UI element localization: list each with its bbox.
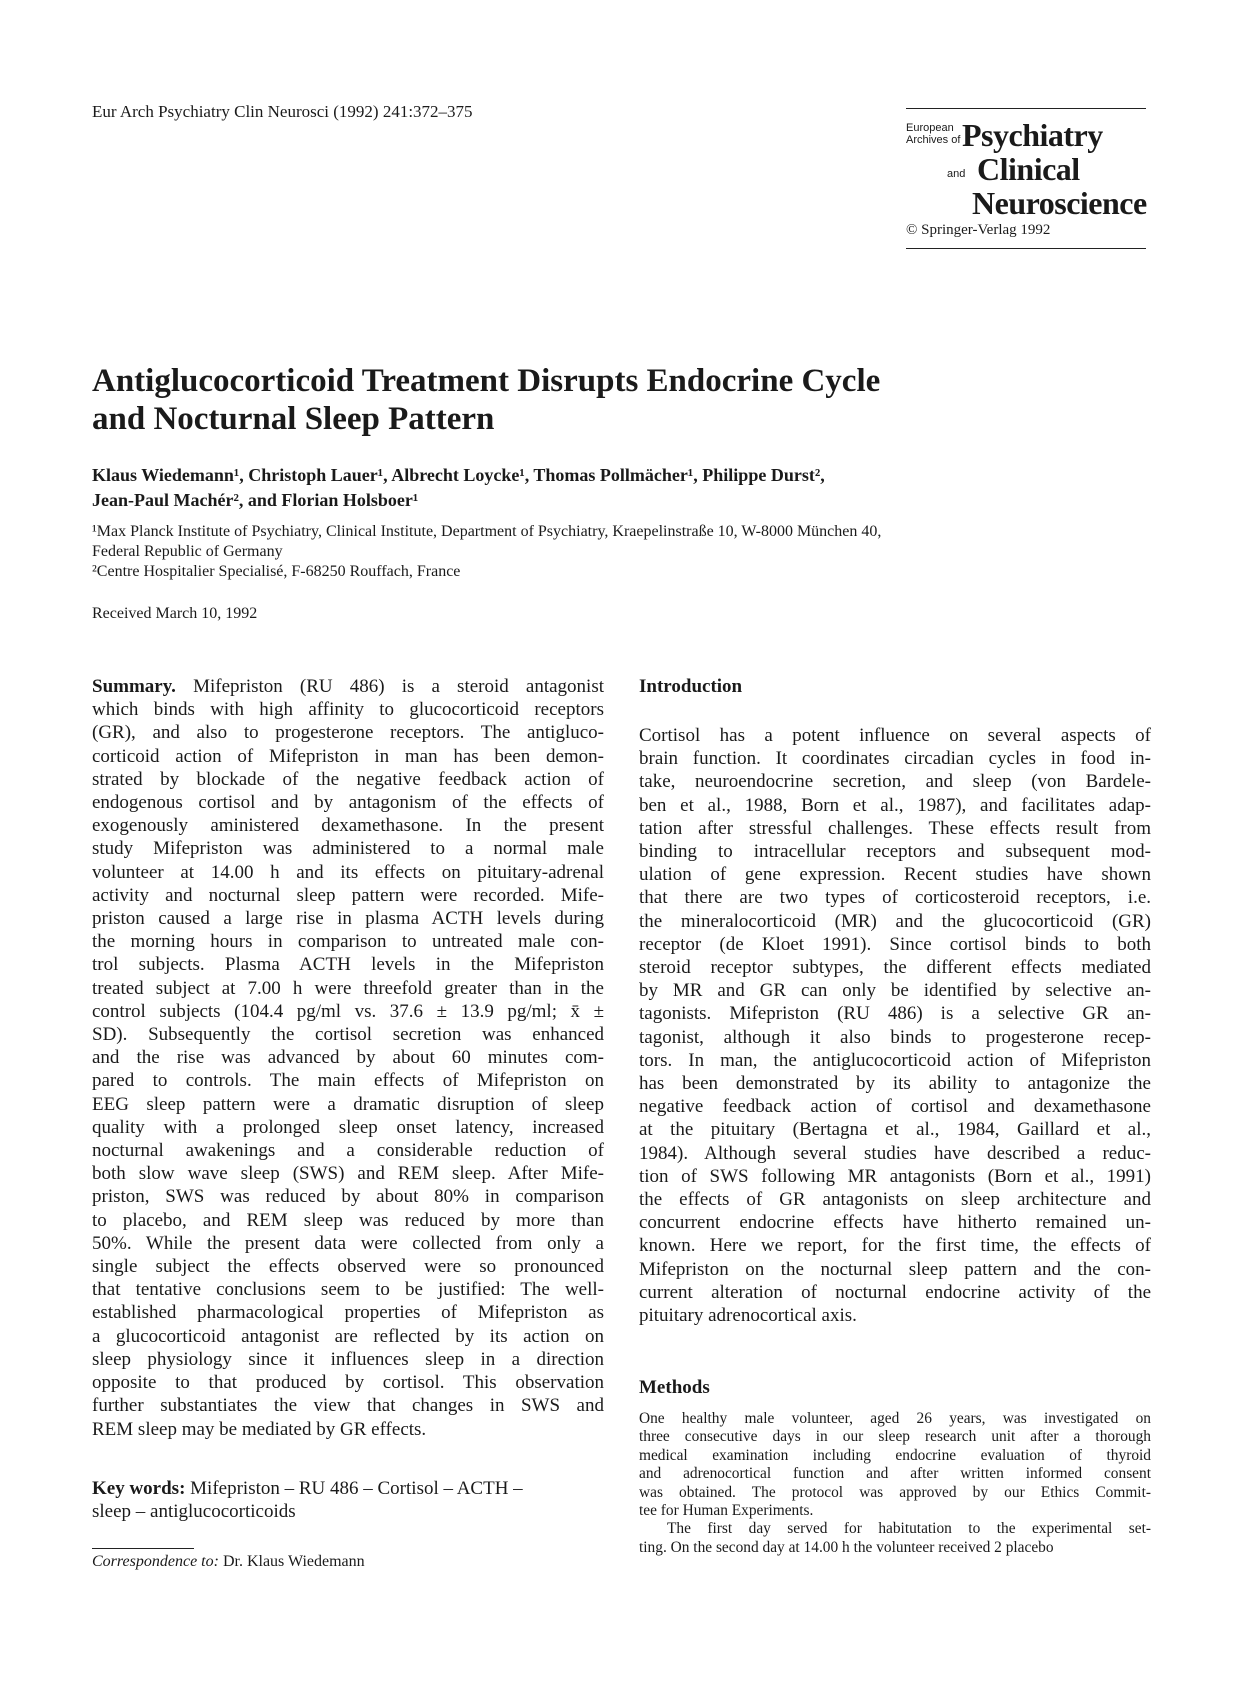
text-line: tagonists. Mifepriston (RU 486) is a selective GR an- bbox=[639, 1003, 1151, 1025]
text-line: (GR), and also to progesterone receptors. The antigluco- bbox=[92, 722, 604, 744]
introduction-paragraph bbox=[639, 724, 1151, 1327]
logo-and: and bbox=[947, 168, 966, 180]
text-line: that there are two types of corticosteroid receptors, i.e. bbox=[639, 887, 1151, 909]
footnote-separator bbox=[92, 1548, 194, 1549]
text-line: tee for Human Experiments. bbox=[639, 1502, 814, 1520]
text-line: corticoid action of Mifepriston in man has been demon- bbox=[92, 745, 604, 767]
text-line: the mineralocorticoid (MR) and the glucocorticoid (GR) bbox=[639, 910, 1151, 932]
text-line: known. Here we report, for the first time, the effects of bbox=[639, 1235, 1151, 1257]
text-line: exogenously aministered dexamethasone. In the present bbox=[92, 815, 604, 837]
text-line: tors. In man, the antiglucocorticoid action of Mifepriston bbox=[639, 1049, 1151, 1071]
text-line: study Mifepriston was administered to a normal male bbox=[92, 838, 604, 860]
text-line: SD). Subsequently the cortisol secretion was enhanced bbox=[92, 1024, 604, 1046]
correspondence: Correspondence to: Dr. Klaus Wiedemann bbox=[92, 1553, 365, 1570]
text-line: steroid receptor subtypes, the different effects mediated bbox=[639, 957, 1151, 979]
text-line: nocturnal awakenings and a considerable reduction of bbox=[92, 1140, 604, 1162]
copyright: © Springer-Verlag 1992 bbox=[906, 222, 1051, 238]
logo-rule-top bbox=[906, 108, 1146, 109]
text-line: opposite to that produced by cortisol. This observation bbox=[92, 1372, 604, 1394]
text-line: has been demonstrated by its ability to antagonize the bbox=[639, 1073, 1151, 1095]
text-line: strated by blockade of the negative feedback action of bbox=[92, 768, 604, 790]
text-line: the morning hours in comparison to untreated male con- bbox=[92, 931, 604, 953]
text-line: Mifepriston on the nocturnal sleep pattern and the con- bbox=[639, 1258, 1151, 1280]
text-line: One healthy male volunteer, aged 26 years, was investigated on bbox=[639, 1410, 1151, 1427]
summary-paragraph bbox=[92, 675, 604, 1441]
text-line: and adrenocortical function and after written informed consent bbox=[639, 1465, 1151, 1483]
received-date: Received March 10, 1992 bbox=[92, 605, 258, 622]
text-line: established pharmacological properties of Mifepriston as bbox=[92, 1302, 604, 1324]
text-line: treated subject at 7.00 h were threefold greater than in the bbox=[92, 977, 604, 999]
section-heading-methods: Methods bbox=[639, 1377, 710, 1398]
logo-neuroscience: Neuroscience bbox=[972, 185, 1147, 221]
text-line: the effects of GR antagonists on sleep architecture and bbox=[639, 1189, 1151, 1211]
methods-paragraph bbox=[639, 1410, 1151, 1557]
text-line: tation after stressful challenges. These effects result from bbox=[639, 817, 1151, 839]
text-line: volunteer at 14.00 h and its effects on pituitary-adrenal bbox=[92, 861, 604, 883]
text-line: ulation of gene expression. Recent studies have shown bbox=[639, 864, 1151, 886]
text-line: a glucocorticoid antagonist are reflected by its action on bbox=[92, 1325, 604, 1347]
text-line: pared to controls. The main effects of Mifepriston on bbox=[92, 1070, 604, 1092]
text-line: EEG sleep pattern were a dramatic disruption of sleep bbox=[92, 1093, 604, 1115]
text-line: by MR and GR can only be identified by selective an- bbox=[639, 980, 1151, 1002]
text-line: receptor (de Kloet 1991). Since cortisol binds to both bbox=[639, 933, 1151, 955]
text-line: endogenous cortisol and by antagonism of the effects of bbox=[92, 792, 604, 814]
text-line: to placebo, and REM sleep was reduced by more than bbox=[92, 1209, 604, 1231]
text-line: three consecutive days in our sleep research unit after a thorough bbox=[639, 1428, 1151, 1446]
text-line: take, neuroendocrine secretion, and sleep (von Bardele- bbox=[639, 771, 1151, 793]
text-line: priston caused a large rise in plasma ACTH levels during bbox=[92, 908, 604, 930]
text-line: quality with a prolonged sleep onset latency, increased bbox=[92, 1116, 604, 1138]
affiliations: ¹Max Planck Institute of Psychiatry, Clinical Institute, Department of Psychiatry, Kraepelinstraße 10, W-8000 München 40, Federal Republic of Germany ²Centre Hospitalier Specialisé, F-68250 Rouffach, France bbox=[92, 523, 882, 580]
text-line: further substantiates the view that changes in SWS and bbox=[92, 1395, 604, 1417]
text-line: current alteration of nocturnal endocrine activity of the bbox=[639, 1281, 1151, 1303]
author-list: Klaus Wiedemann¹, Christoph Lauer¹, Albrecht Loycke¹, Thomas Pollmächer¹, Philippe Durst², Jean-Paul Machér², and Florian Holsboer¹ bbox=[92, 465, 825, 510]
text-line: The first day served for habitutation to the experimental set- bbox=[667, 1520, 1151, 1538]
text-line: negative feedback action of cortisol and dexamethasone bbox=[639, 1096, 1151, 1118]
keywords: Key words: Mifepriston – RU 486 – Cortisol – ACTH – sleep – antiglucocorticoids bbox=[92, 1478, 523, 1522]
text-line: that tentative conclusions seem to be justified: The well- bbox=[92, 1279, 604, 1301]
text-line: tagonist, although it also binds to progesterone recep- bbox=[639, 1026, 1151, 1048]
journal-citation: Eur Arch Psychiatry Clin Neurosci (1992) 241:372–375 bbox=[92, 102, 473, 121]
logo-rule-bottom bbox=[906, 248, 1146, 249]
text-line: activity and nocturnal sleep pattern were recorded. Mife- bbox=[92, 884, 604, 906]
journal-logo bbox=[906, 108, 1146, 250]
text-line: pituitary adrenocortical axis. bbox=[639, 1305, 857, 1327]
text-line: both slow wave sleep (SWS) and REM sleep. After Mife- bbox=[92, 1163, 604, 1185]
text-line: binding to intracellular receptors and subsequent mod- bbox=[639, 841, 1151, 863]
text-line: tion of SWS following MR antagonists (Born et al., 1991) bbox=[639, 1165, 1151, 1187]
text-line: medical examination including endocrine evaluation of thyroid bbox=[639, 1446, 1151, 1464]
text-line: single subject the effects observed were so pronounced bbox=[92, 1256, 604, 1278]
text-line: at the pituitary (Bertagna et al., 1984, Gaillard et al., bbox=[639, 1119, 1151, 1141]
logo-clinical: Clinical bbox=[977, 151, 1080, 187]
text-line: ben et al., 1988, Born et al., 1987), and facilitates adap- bbox=[639, 794, 1151, 816]
logo-european-label: European Archives of bbox=[906, 122, 961, 146]
text-line: which binds with high affinity to glucocorticoid receptors bbox=[92, 699, 604, 721]
text-line: Cortisol has a potent influence on several aspects of bbox=[639, 725, 1151, 746]
text-line: 50%. While the present data were collected from only a bbox=[92, 1232, 604, 1254]
text-line: was obtained. The protocol was approved by our Ethics Commit- bbox=[639, 1483, 1151, 1501]
text-line: concurrent endocrine effects have hitherto remained un- bbox=[639, 1212, 1151, 1234]
text-line: and the rise was advanced by about 60 minutes com- bbox=[92, 1047, 604, 1069]
text-line: REM sleep may be mediated by GR effects. bbox=[92, 1418, 427, 1440]
article-title: Antiglucocorticoid Treatment Disrupts Endocrine Cycle and Nocturnal Sleep Pattern bbox=[92, 363, 881, 437]
logo-psychiatry: Psychiatry bbox=[962, 117, 1103, 153]
section-heading-introduction: Introduction bbox=[639, 676, 743, 697]
text-line: Summary. Mifepriston (RU 486) is a steroid antagonist bbox=[92, 676, 604, 697]
summary-label: Summary. bbox=[92, 676, 176, 697]
text-line: control subjects (104.4 pg/ml vs. 37.6 ± 13.9 pg/ml; x̄ ± bbox=[92, 1000, 604, 1022]
text-line: sleep physiology since it influences sleep in a direction bbox=[92, 1348, 604, 1370]
text-line: trol subjects. Plasma ACTH levels in the Mifepriston bbox=[92, 954, 604, 976]
text-line: brain function. It coordinates circadian cycles in food in- bbox=[639, 748, 1151, 770]
text-line: 1984). Although several studies have described a reduc- bbox=[639, 1142, 1151, 1164]
keywords-label: Key words: bbox=[92, 1478, 186, 1499]
text-line: ting. On the second day at 14.00 h the volunteer received 2 placebo bbox=[639, 1538, 1054, 1556]
text-line: priston, SWS was reduced by about 80% in comparison bbox=[92, 1186, 604, 1208]
